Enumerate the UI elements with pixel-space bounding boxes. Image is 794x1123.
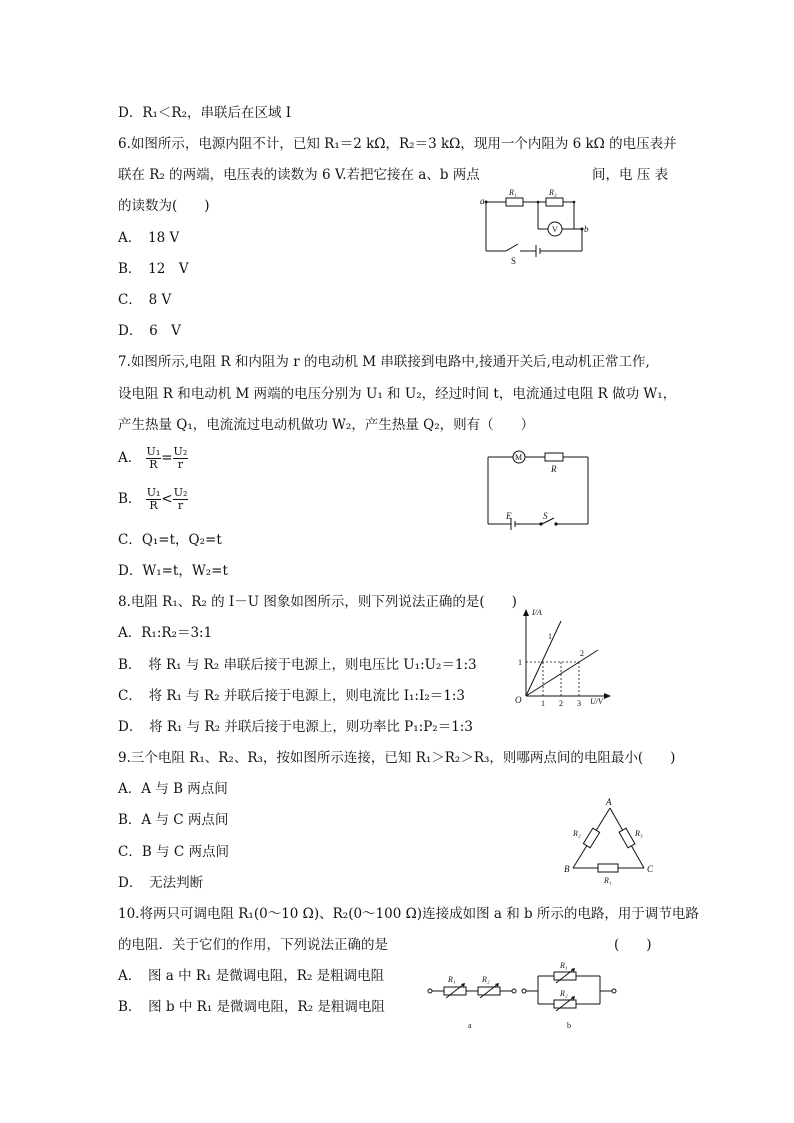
q9-option-b: B．A 与 C 两点间: [118, 812, 229, 828]
q6-label-a: a: [480, 196, 485, 206]
q8-option-a: A．R₁:R₂＝3:1: [118, 625, 213, 641]
q7-option-c: C．Q₁=t，Q₂=t: [118, 532, 222, 548]
q7-circuit-diagram: [484, 447, 594, 529]
q7-b-operator: <: [161, 491, 173, 507]
q6-stem-line2-end: 间，电 压 表: [592, 167, 669, 183]
q6-label-r1: R₁: [509, 188, 517, 197]
q8-axis-xlabel: U/V: [590, 697, 603, 706]
q10-stem-bracket: ( ): [614, 937, 652, 953]
q7-b-frac-left: $\frac{\text{U₁}}{R}$: [146, 486, 161, 512]
q9-label-r1: R₁: [604, 876, 612, 885]
q6-stem-line3: 的读数为( ): [118, 198, 210, 214]
q7-option-b-label: B．: [118, 491, 142, 507]
q10b-label-r2: R₂: [560, 989, 568, 998]
q6-option-d: D． 6 V: [118, 323, 181, 339]
q5-option-d: D．R₁＜R₂，串联后在区域 I: [118, 105, 292, 121]
q6-option-b: B． 12 V: [118, 261, 189, 277]
q9-stem: 9.三个电阻 R₁、R₂、R₃，按如图所示连接，已知 R₁＞R₂＞R₃，则哪两点间的电阻最小( ): [118, 750, 676, 766]
q10-caption-a: a: [468, 1021, 472, 1030]
q7-stem-line2: 设电阻 R 和电动机 M 两端的电压分别为 U₁ 和 U₂，经过时间 t，电流通过电阻 R 做功 W₁，: [118, 386, 677, 402]
q10-option-a: A． 图 a 中 R₁ 是微调电阻，R₂ 是粗调电阻: [118, 968, 385, 984]
q9-option-d: D． 无法判断: [118, 875, 204, 891]
q9-node-b: B: [564, 864, 570, 874]
q6-option-c: C． 8 V: [118, 292, 172, 308]
q10-stem-line2: 的电阻．关于它们的作用，下列说法正确的是: [118, 937, 388, 953]
q7-option-d: D．W₁=t，W₂=t: [118, 563, 228, 579]
q8-origin: O: [515, 695, 522, 705]
q10-option-b: B． 图 b 中 R₁ 是微调电阻，R₂ 是粗调电阻: [118, 999, 385, 1015]
q7-option-a-label: A．: [118, 450, 142, 466]
q10-caption-b: b: [567, 1021, 571, 1030]
q6-stem-line1: 6.如图所示，电源内阻不计，已知 R₁＝2 kΩ，R₂＝3 kΩ，现用一个内阻为 6 kΩ 的电压表并: [118, 136, 677, 152]
q8-axis-ylabel: I/A: [532, 608, 542, 617]
q6-label-s: S: [511, 256, 517, 266]
q7-a-frac-left: $\frac{\text{U₁}}{R}$: [146, 445, 161, 471]
q8-line-label-1: 1: [548, 632, 552, 641]
q10-stem-line1: 10.将两只可调电阻 R₁(0～10 Ω)、R₂(0～100 Ω)连接成如图 a 和 b 所示的电路，用于调节电路: [118, 906, 699, 922]
q6-label-b: b: [584, 224, 589, 234]
q8-option-b: B． 将 R₁ 与 R₂ 串联后接于电源上，则电压比 U₁:U₂＝1:3: [118, 657, 477, 673]
q8-option-d: D． 将 R₁ 与 R₂ 并联后接于电源上，则功率比 P₁:P₂＝1:3: [118, 719, 473, 735]
q7-stem-line1: 7.如图所示,电阻 R 和内阻为 r 的电动机 M 串联接到电路中,接通开关后,电动机正常工作,: [118, 354, 650, 370]
q10a-label-r2: R₂: [482, 975, 490, 984]
q7-label-r: R: [551, 464, 557, 474]
q6-stem-line2: 联在 R₂ 的两端，电压表的读数为 6 V.若把它接在 a、b 两点: [118, 167, 480, 183]
q7-a-operator: =: [161, 450, 173, 466]
q9-label-r3: R₃: [635, 829, 643, 838]
q7-b-frac-right: $\frac{\text{U₂}}{r}$: [173, 486, 188, 512]
q10a-label-r1: R₁: [448, 975, 456, 984]
q8-option-c: C． 将 R₁ 与 R₂ 并联后接于电源上，则电流比 I₁:I₂＝1:3: [118, 688, 465, 704]
q6-circuit-diagram: [478, 186, 588, 266]
q8-stem: 8.电阻 R₁、R₂ 的 I－U 图象如图所示，则下列说法正确的是( ): [118, 594, 517, 610]
q9-node-c: C: [647, 864, 654, 874]
q9-option-c: C．B 与 C 两点间: [118, 844, 229, 860]
q7-option-b: [118, 487, 188, 512]
q6-option-a: A． 18 V: [118, 230, 180, 246]
q6-label-r2: R₂: [549, 188, 557, 197]
q7-motor-m: M: [515, 453, 523, 462]
q7-a-frac-right: $\frac{\text{U₂}}{r}$: [173, 445, 188, 471]
q8-xtick-3: 3: [577, 699, 581, 708]
q7-option-a: [118, 446, 188, 471]
q10-circuit-diagrams: [424, 958, 630, 1036]
q8-xtick-1: 1: [541, 699, 545, 708]
q7-label-e: E: [506, 511, 512, 521]
q8-ytick-1: 1: [518, 658, 522, 667]
q9-option-a: A．A 与 B 两点间: [118, 781, 228, 797]
q6-voltmeter-v: V: [552, 225, 558, 234]
q7-stem-line3: 产生热量 Q₁，电流流过电动机做功 W₂，产生热量 Q₂，则有（ ）: [118, 417, 535, 433]
q10b-label-r1: R₁: [560, 961, 568, 970]
q8-iu-graph: [510, 606, 620, 708]
q9-node-a: A: [606, 797, 612, 807]
q9-triangle-diagram: [562, 796, 662, 886]
q9-label-r2: R₂: [573, 829, 581, 838]
q8-line-label-2: 2: [580, 649, 584, 658]
q8-xtick-2: 2: [559, 699, 563, 708]
q7-label-s: S: [543, 511, 548, 521]
